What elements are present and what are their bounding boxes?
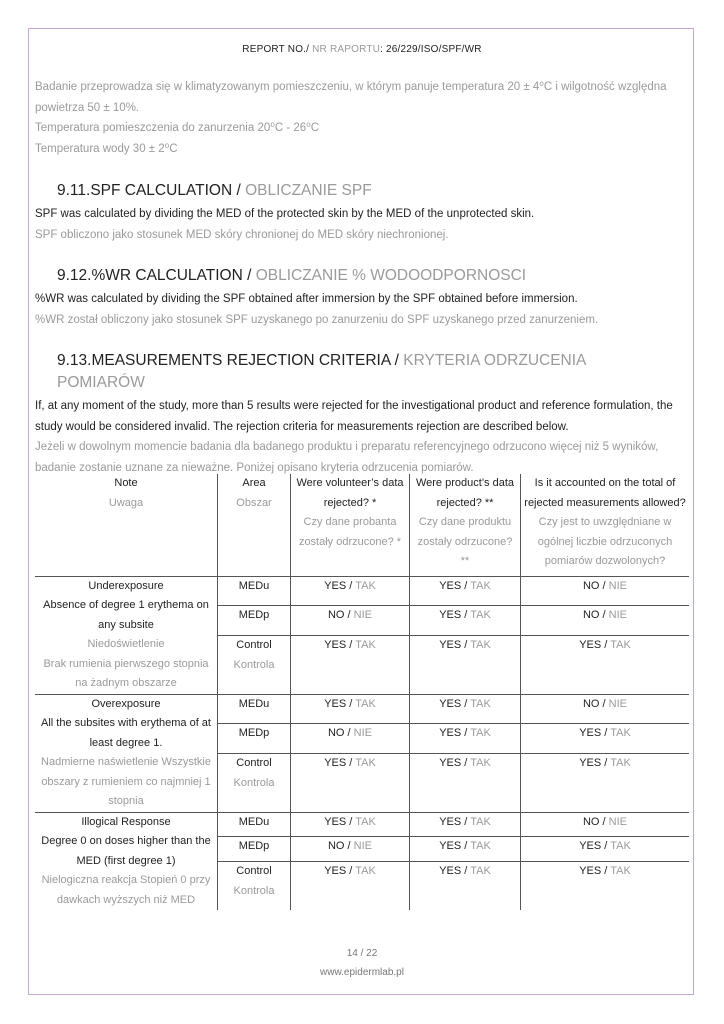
total-accounted-cell: YES / TAK bbox=[521, 724, 690, 754]
total-accounted-cell: NO / NIE bbox=[521, 694, 690, 724]
intro-line-2: Temperatura pomieszczenia do zanurzenia 20⁰C - 26⁰C bbox=[35, 122, 320, 134]
product-rejected-cell: YES / TAK bbox=[410, 837, 521, 862]
volunteer-rejected-cell: NO / NIE bbox=[291, 606, 410, 636]
note-cell: Illogical Response Degree 0 on doses higher than the MED (first degree 1) Nielogiczna reakcja Stopień 0 przy dawkach wyższych niż MED bbox=[35, 812, 218, 910]
area-cell: MEDu bbox=[218, 812, 291, 837]
product-rejected-cell: YES / TAK bbox=[410, 724, 521, 754]
section-text-en: If, at any moment of the study, more than 5 results were rejected for the investigational product and reference formulation, the study would be considered invalid. The rejection criteria for measurements rejection are described below. bbox=[35, 400, 673, 433]
product-rejected-cell: YES / TAK bbox=[410, 812, 521, 837]
table-header-row bbox=[35, 474, 689, 576]
table-row bbox=[35, 576, 689, 606]
volunteer-rejected-cell: NO / NIE bbox=[291, 837, 410, 862]
product-rejected-cell: YES / TAK bbox=[410, 636, 521, 694]
product-rejected-cell: YES / TAK bbox=[410, 606, 521, 636]
col-area: Area Obszar bbox=[218, 474, 291, 576]
note-cell: Overexposure All the subsites with erythema of at least degree 1. Nadmierne naświetlenie Wszystkie obszary z rumieniem co najmniej 1 stopnia bbox=[35, 694, 218, 812]
note-cell: Underexposure Absence of degree 1 erythema on any subsite Niedoświetlenie Brak rumienia pierwszego stopnia na żadnym obszarze bbox=[35, 576, 218, 694]
section-title: 9.11.SPF CALCULATION / OBLICZANIE SPF bbox=[57, 182, 372, 199]
volunteer-rejected-cell: YES / TAK bbox=[291, 812, 410, 837]
section-text-pl: SPF obliczono jako stosunek MED skóry chronionej do MED skóry niechronionej. bbox=[35, 228, 449, 241]
report-header bbox=[0, 44, 724, 55]
section-spf-calculation bbox=[35, 180, 675, 245]
intro-line-1: Badanie przeprowadza się w klimatyzowanym pomieszczeniu, w którym panuje temperatura 20 ± 4⁰C i wilgotność względna powietrza 50 ± 10%. bbox=[35, 81, 667, 114]
table-row bbox=[35, 694, 689, 724]
website-url: www.epidermlab.pl bbox=[320, 967, 404, 978]
total-accounted-cell: YES / TAK bbox=[521, 636, 690, 694]
col-total-accounted: Is it accounted on the total of rejected measurements allowed? Czy jest to uwzględniane w ogólnej liczbie odrzuconych pomiarów dozwolonych? bbox=[524, 477, 686, 567]
volunteer-rejected-cell: NO / NIE bbox=[291, 724, 410, 754]
table-row bbox=[35, 812, 689, 837]
volunteer-rejected-cell: YES / TAK bbox=[291, 636, 410, 694]
section-text-en: %WR was calculated by dividing the SPF obtained after immersion by the SPF obtained before immersion. bbox=[35, 293, 578, 305]
col-product-rejected: Were product’s data rejected? ** Czy dane produktu zostały odrzucone? ** bbox=[410, 474, 521, 576]
area-cell: MEDp bbox=[218, 606, 291, 636]
volunteer-rejected-cell: YES / TAK bbox=[291, 862, 410, 910]
header-en: REPORT NO./ bbox=[242, 44, 310, 55]
total-accounted-cell: NO / NIE bbox=[521, 812, 690, 837]
area-cell: MEDu bbox=[218, 576, 291, 606]
section-rejection-criteria bbox=[35, 350, 675, 478]
section-title: 9.12.%WR CALCULATION / OBLICZANIE % WODOODPORNOSCI bbox=[57, 267, 527, 284]
section-wr-calculation bbox=[35, 265, 675, 330]
area-cell: MEDu bbox=[218, 694, 291, 724]
area-cell: Control Kontrola bbox=[218, 754, 291, 812]
intro-block bbox=[35, 77, 675, 159]
product-rejected-cell: YES / TAK bbox=[410, 576, 521, 606]
page-number: 14 / 22 bbox=[346, 948, 378, 959]
header-pl: NR RAPORTU bbox=[309, 44, 381, 55]
volunteer-rejected-cell: YES / TAK bbox=[291, 694, 410, 724]
area-cell: MEDp bbox=[218, 724, 291, 754]
section-text-en: SPF was calculated by dividing the MED of the protected skin by the MED of the unprotected skin. bbox=[35, 208, 535, 220]
area-cell: Control Kontrola bbox=[218, 862, 291, 910]
product-rejected-cell: YES / TAK bbox=[410, 862, 521, 910]
area-cell: Control Kontrola bbox=[218, 636, 291, 694]
rejection-criteria-table bbox=[35, 474, 689, 910]
volunteer-rejected-cell: YES / TAK bbox=[291, 754, 410, 812]
total-accounted-cell: YES / TAK bbox=[521, 754, 690, 812]
product-rejected-cell: YES / TAK bbox=[410, 694, 521, 724]
intro-line-3: Temperatura wody 30 ± 2⁰C bbox=[35, 142, 178, 155]
header-number: : 26/229/ISO/SPF/WR bbox=[380, 44, 482, 55]
col-volunteer-rejected: Were volunteer’s data rejected? * Czy dane probanta zostały odrzucone? * bbox=[291, 474, 410, 576]
total-accounted-cell: YES / TAK bbox=[521, 862, 690, 910]
section-text-pl: %WR został obliczony jako stosunek SPF uzyskanego po zanurzeniu do SPF uzyskanego przed zanurzeniem. bbox=[35, 313, 599, 326]
volunteer-rejected-cell: YES / TAK bbox=[291, 576, 410, 606]
total-accounted-cell: NO / NIE bbox=[521, 606, 690, 636]
section-text-pl: Jeżeli w dowolnym momencie badania dla badanego produktu i preparatu referencyjnego odrzucono więcej niż 5 wyników, badanie zostanie uznane za nieważne. Poniżej opisano kryteria odrzucenia pomiarów. bbox=[35, 441, 659, 474]
section-title: 9.13.MEASUREMENTS REJECTION CRITERIA / KRYTERIA ODRZUCENIA POMIARÓW bbox=[57, 352, 586, 391]
total-accounted-cell: YES / TAK bbox=[521, 837, 690, 862]
area-cell: MEDp bbox=[218, 837, 291, 862]
product-rejected-cell: YES / TAK bbox=[410, 754, 521, 812]
total-accounted-cell: NO / NIE bbox=[521, 576, 690, 606]
col-note: Note Uwaga bbox=[35, 474, 218, 576]
